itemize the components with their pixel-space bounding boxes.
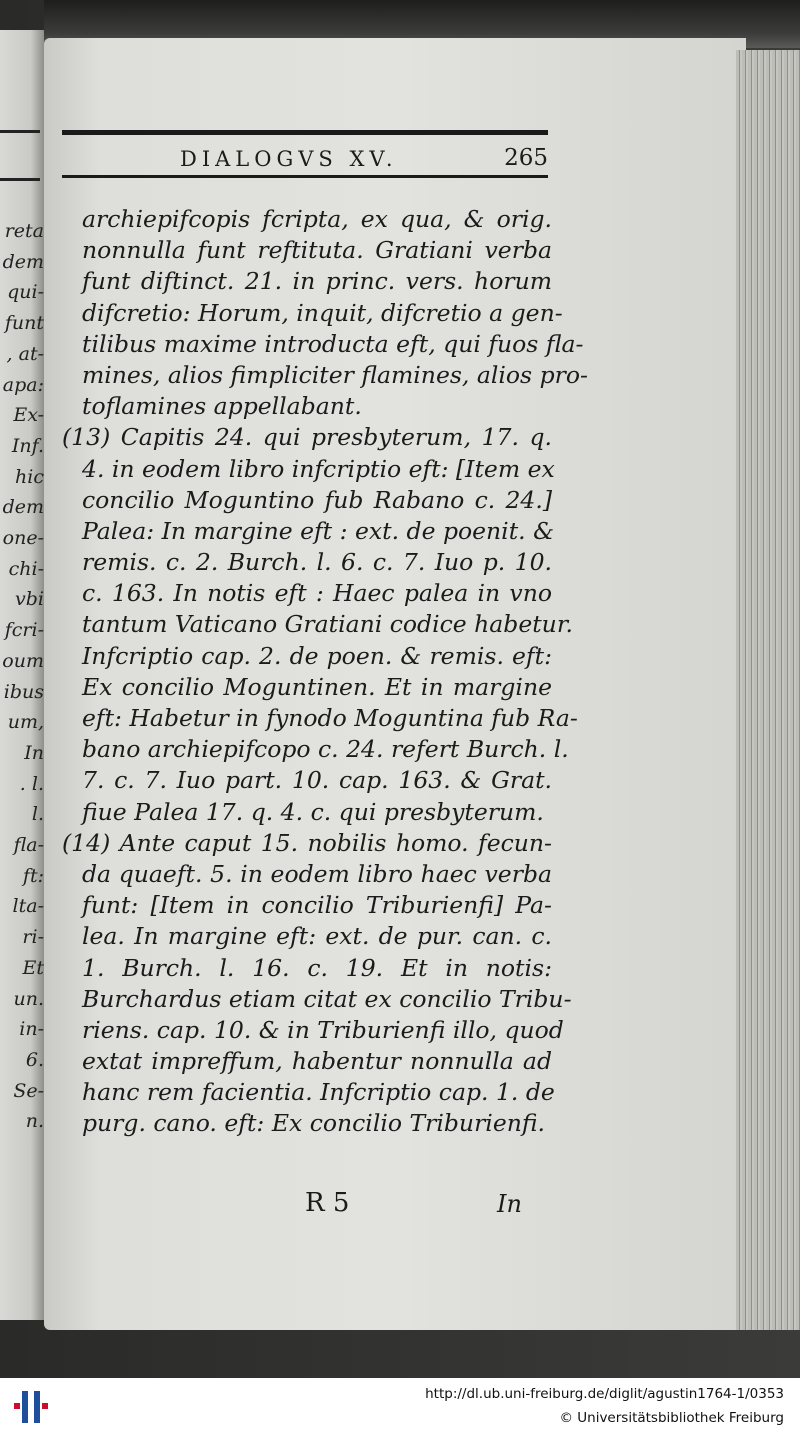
facing-page-fragment: um, <box>7 711 44 734</box>
facing-page-fragment: Se- <box>13 1079 44 1102</box>
text-line: riens. cap. 10. & in Triburienfi illo, quod <box>82 1015 564 1044</box>
text-line: 4. in eodem libro infcriptio eft: [Item ex <box>82 454 555 483</box>
text-line: eft: Habetur in fynodo Moguntina fub Ra- <box>82 704 578 732</box>
facing-page-fragment: , at- <box>6 342 44 365</box>
facing-page-fragment: apa: <box>2 373 44 396</box>
permalink-url[interactable]: http://dl.ub.uni-freiburg.de/diglit/agustin1764-1/0353 <box>425 1386 784 1402</box>
facing-page-fragment: Ex- <box>13 404 44 427</box>
body-text <box>62 205 588 1141</box>
text-line: da quaeft. 5. in eodem libro haec verba <box>82 859 552 888</box>
text-line: concilio Moguntino fub Rabano c. 24.] <box>82 485 552 514</box>
text-line: c. 163. In notis eft : Haec palea in vno <box>82 579 552 608</box>
text-line: archiepifcopis fcripta, ex qua, & orig. <box>82 205 552 233</box>
header-rule-bottom <box>62 175 548 178</box>
facing-page-fragment: ri- <box>22 926 44 949</box>
facing-page-fragment: vbi <box>15 588 44 611</box>
text-line: funt: [Item in concilio Triburienfi] Pa- <box>82 891 552 920</box>
text-line: (13) Capitis 24. qui presbyterum, 17. q. <box>62 423 552 452</box>
text-line: tantum Vaticano Gratiani codice habetur. <box>82 610 573 639</box>
text-line: 1. Burch. l. 16. c. 19. Et in notis: <box>82 953 552 982</box>
text-line: nonnulla funt reftituta. Gratiani verba <box>82 236 552 265</box>
facing-page-fragment: qui- <box>7 281 44 304</box>
facing-left-page <box>0 30 44 1320</box>
text-line: extat impreffum, habentur nonnulla ad <box>82 1047 552 1076</box>
text-line: lea. In margine eft: ext. de pur. can. c. <box>82 922 552 951</box>
facing-page-fragment: un. <box>13 987 44 1010</box>
running-head-title: DIALOGVS XV. <box>180 147 398 171</box>
facing-page-fragment: fcri- <box>4 619 44 642</box>
text-line: 7. c. 7. Iuo part. 10. cap. 163. & Grat. <box>82 766 552 795</box>
facing-page-fragment: hic <box>15 465 44 488</box>
page-number: 265 <box>504 145 548 171</box>
facing-page-fragment: ibus <box>3 680 44 703</box>
text-line: bano archiepifcopo c. 24. refert Burch. l. <box>82 735 569 764</box>
facing-page-fragment: In <box>24 741 44 764</box>
text-line: Palea: In margine eft : ext. de poenit. & <box>82 516 554 545</box>
text-line: funt diftinct. 21. in princ. vers. horum <box>82 267 552 296</box>
left-page-rule <box>0 130 40 133</box>
text-line: Ex concilio Moguntinen. Et in margine <box>82 672 552 701</box>
facing-page-fragment: one- <box>2 527 44 549</box>
facing-page-fragment: 6. <box>25 1048 44 1071</box>
facing-page-fragment: funt <box>4 312 44 335</box>
text-line: (14) Ante caput 15. nobilis homo. fecun- <box>62 828 552 857</box>
facing-page-fragment: n. <box>25 1110 44 1133</box>
facing-page-fragment: ft: <box>22 864 44 887</box>
text-line: fiue Palea 17. q. 4. c. qui presbyterum. <box>82 797 544 826</box>
left-page-rule <box>0 178 40 181</box>
catchword: In <box>497 1190 522 1218</box>
text-line: mines, alios fimpliciter flamines, alios pro- <box>82 360 588 389</box>
facing-page-fragment: . l. <box>19 772 44 795</box>
facing-page-fragment: Inf. <box>11 434 44 457</box>
copyright-notice: © Universitätsbibliothek Freiburg <box>559 1410 784 1426</box>
facing-page-fragment: lta- <box>12 895 44 918</box>
facing-page-fragment: dem <box>2 496 44 519</box>
text-line: purg. cano. eft: Ex concilio Triburienfi. <box>82 1109 546 1138</box>
facing-page-fragment: in- <box>19 1018 44 1041</box>
ub-freiburg-logo-icon <box>12 1387 52 1427</box>
header-rule-top <box>62 130 548 135</box>
facing-page-fragment: oum <box>2 649 44 672</box>
facing-page-fragment: Et <box>22 956 44 979</box>
facing-page-fragment: dem <box>2 250 44 273</box>
facing-page-fragment: chi- <box>8 557 44 580</box>
text-line: tilibus maxime introducta eft, qui fuos fla- <box>82 329 584 358</box>
viewer-footer <box>0 1378 800 1434</box>
running-head <box>62 145 548 175</box>
facing-page-fragment: reta <box>4 220 44 242</box>
text-line: remis. c. 2. Burch. l. 6. c. 7. Iuo p. 10. <box>82 548 552 577</box>
text-line: Infcriptio cap. 2. de poen. & remis. eft: <box>82 641 552 670</box>
signature-mark: R 5 <box>305 1188 350 1218</box>
text-line: Burchardus etiam citat ex concilio Tribu- <box>82 984 572 1013</box>
text-line: toflamines appellabant. <box>82 392 362 421</box>
facing-page-fragment: l. <box>31 803 44 826</box>
text-line: difcretio: Horum, inquit, difcretio a gen- <box>82 298 563 327</box>
facing-page-fragment: fla- <box>13 834 44 856</box>
text-line: hanc rem facientia. Infcriptio cap. 1. de <box>82 1078 555 1107</box>
page-edges <box>736 50 800 1330</box>
